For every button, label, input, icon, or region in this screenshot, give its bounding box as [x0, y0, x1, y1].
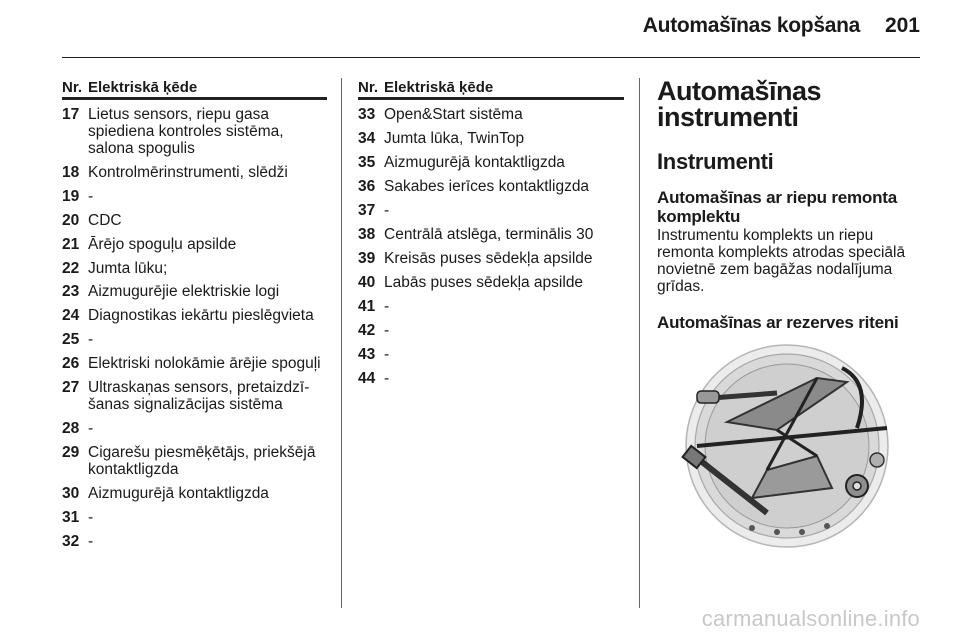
page-number: 201 [884, 14, 920, 37]
table-body [358, 107, 624, 387]
tool-kit-illustration [657, 338, 920, 550]
circuit-description: - [88, 187, 94, 205]
fuse-number: 41 [358, 298, 376, 316]
circuit-description: - [384, 322, 390, 340]
circuit-description: Aizmugurējā kontaktligzda [88, 484, 269, 502]
table-row [62, 486, 327, 503]
circuit-description: Open&Start sistēma [384, 106, 523, 124]
circuit-description: - [88, 420, 94, 437]
right-column [657, 78, 922, 332]
circuit-description: - [384, 202, 390, 220]
fuse-number: 25 [62, 331, 80, 349]
circuit-description: Ultraskaņas sensors, pretaizdzī-šanas signalizācijas sistēma [88, 379, 310, 414]
fuse-number: 43 [358, 346, 376, 364]
fuse-number: 35 [358, 154, 376, 172]
fuse-number: 17 [62, 106, 80, 124]
fuse-table-middle [358, 80, 624, 388]
table-row [62, 261, 327, 278]
table-row [358, 323, 624, 340]
fuse-number: 39 [358, 250, 376, 268]
fuse-number: 33 [358, 106, 376, 124]
fuse-number: 24 [62, 307, 80, 325]
fuse-number: 21 [62, 235, 80, 253]
circuit-description: Ārējo spoguļu apsilde [88, 235, 237, 253]
fuse-number: 19 [62, 187, 80, 205]
circuit-description: Diagnostikas iekārtu pieslēgvieta [88, 307, 314, 325]
table-row [62, 284, 327, 301]
circuit-description: - [88, 508, 94, 526]
fuse-number: 26 [62, 355, 80, 373]
fuse-number: 22 [62, 259, 80, 277]
circuit-description: Labās puses sēdekļa apsilde [384, 274, 584, 292]
circuit-description: Kreisās puses sēdekļa apsilde [384, 250, 593, 268]
fuse-number: 32 [62, 532, 80, 550]
fuse-number: 28 [62, 420, 80, 437]
circuit-description: CDC [88, 211, 122, 229]
column-divider-2 [639, 78, 640, 608]
table-row [358, 179, 624, 196]
fuse-number: 37 [358, 202, 376, 220]
circuit-description: Sakabes ierīces kontaktligzda [384, 178, 590, 196]
table-row [62, 510, 327, 527]
section-title: Automašīnas instrumenti [657, 76, 822, 132]
circuit-description: Kontrolmērinstrumenti, slēdži [88, 163, 288, 181]
table-row [358, 371, 624, 388]
table-row [62, 107, 327, 157]
column-header-circuit: Elektriskā ķēde [384, 79, 494, 96]
fuse-number: 36 [358, 178, 376, 196]
fuse-number: 40 [358, 274, 376, 292]
table-row [358, 227, 624, 244]
circuit-description: Cigarešu piesmēķētājs, priekšējā kontaktligzda [88, 443, 316, 478]
table-row [62, 165, 327, 182]
table-row [62, 380, 327, 413]
table-row [62, 356, 327, 373]
circuit-description: - [384, 346, 390, 364]
table-row [62, 237, 327, 254]
fuse-number: 20 [62, 211, 80, 229]
fuse-number: 18 [62, 163, 80, 181]
subsection-heading-spare-wheel: Automašīnas ar rezerves riteni [657, 313, 899, 332]
fuse-number: 29 [62, 443, 80, 461]
circuit-description: Jumta lūku; [88, 259, 168, 277]
table-row [62, 534, 327, 551]
column-header-nr: Nr. [358, 79, 379, 96]
table-row [358, 347, 624, 364]
column-header-circuit: Elektriskā ķēde [88, 79, 198, 96]
fuse-number: 34 [358, 130, 376, 148]
table-row [358, 131, 624, 148]
subsection-heading-repair-kit: Automašīnas ar riepu remonta komplektu [657, 188, 898, 226]
table-row [358, 203, 624, 220]
circuit-description: - [384, 370, 390, 388]
section-subtitle: Instrumenti [657, 149, 774, 174]
fuse-table-left [62, 80, 327, 550]
circuit-description: - [88, 331, 94, 349]
circuit-description: Aizmugurējie elektriskie logi [88, 283, 280, 301]
circuit-description: - [384, 298, 390, 316]
table-row [358, 275, 624, 292]
column-header-nr: Nr. [62, 79, 83, 96]
fuse-number: 23 [62, 283, 80, 301]
table-row [62, 332, 327, 349]
page-header-title: Automašīnas kopšana [642, 14, 860, 37]
circuit-description: Jumta lūka, TwinTop [384, 130, 525, 148]
table-row [358, 299, 624, 316]
table-row [62, 213, 327, 230]
table-body [62, 107, 327, 550]
fuse-number: 30 [62, 484, 80, 502]
fuse-number: 27 [62, 379, 80, 397]
table-row [358, 155, 624, 172]
circuit-description: Lietus sensors, riepu gasa spiediena kontroles sistēma, salona spogulis [88, 106, 284, 157]
table-header [358, 80, 624, 100]
table-row [62, 421, 327, 438]
column-divider-1 [341, 78, 342, 608]
watermark: carmanualsonline.info [701, 606, 920, 631]
table-row [358, 251, 624, 268]
fuse-number: 31 [62, 508, 80, 526]
table-row [62, 308, 327, 325]
circuit-description: Elektriski nolokāmie ārējie spoguļi [88, 355, 321, 373]
repair-kit-paragraph: Instrumentu komplekts un riepu remonta komplekts atrodas speciālā novietnē zem bagāžas nodalījuma grīdas. [657, 227, 906, 295]
circuit-description: Centrālā atslēga, terminālis 30 [384, 226, 594, 244]
circuit-description: - [88, 532, 94, 550]
circuit-description: Aizmugurējā kontaktligzda [384, 154, 565, 172]
table-header [62, 80, 327, 100]
table-row [358, 107, 624, 124]
fuse-number: 42 [358, 322, 376, 340]
fuse-number: 44 [358, 370, 376, 388]
header-rule [62, 57, 920, 58]
table-row [62, 445, 327, 478]
fuse-number: 38 [358, 226, 376, 244]
table-row [62, 189, 327, 206]
